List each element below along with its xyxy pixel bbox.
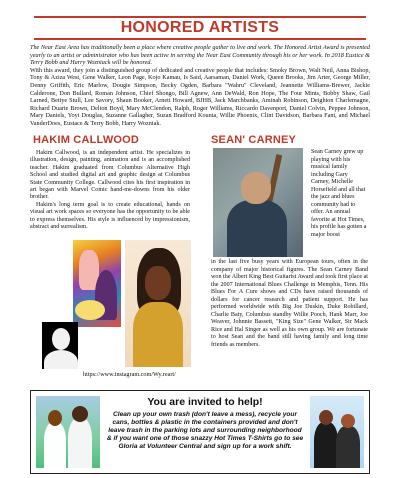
person-head (319, 410, 333, 425)
instagram-link[interactable]: https://www.instagram.com/Wy.reart/ (83, 371, 176, 378)
callout-body: Clean up your own trash (don't leave a mess), recycle your cans, bottles & plastic in the containers provided and don't leave trash in the parking lots and surrounding neighborhood & if you want one of those snazzy Hot Times T-Shirts go to see Gloria at Volunteer Central and sign up for a work shift. (106, 411, 304, 450)
volunteer-callout-box (30, 390, 370, 474)
title-rule-bottom (34, 38, 366, 40)
sean-carney-photo (213, 148, 303, 257)
intro-body-paragraph: With this award, they join a distinguished group of dedicated and creative people that includes: Smoky Brown, Walt Neil, Anna Bishop, Tony & Aziza West, Gene Walker, Leon Page, Kojo Kamau, Is Said, Aarsaman, Daniel Work, Queen Brooks, Jim Arter, George Miller, Denny Griffith, Eric Marlow, Dougie Simpson, Becky Ogden, Barbara "Wahru" Cleveland, Jeannette Williams-Brewer, Jackie Calderone, Don Bullard, Roman Johnson, Chief Shongo, Bill Agnew, Ann DeWald, Ron Hope, The Four Mints, Bobby Shaw, Gail Larned, Bettye Stull, Lee Savory, Shaun Booker, Arnett Howard, BJHB, Jack Marchbanks, Aminah Robinson, Deighton Charlemagne, Richard Duarte Brown, Delton Boyd, Mary McClendon, Ralph, Roger Williams, Riccardo Davenport, Daniel Colvin, Peppee Johnson, Mary Daniels, Yoyi Douglas, Suzanne Gallagher, Suzan Bradford Kounta, Willie Phoenix, Clint Davidson, Barbara Fant, and Michael VanderDoes, Eustace & Terry Bobb, Harry Wozniak. (30, 66, 370, 127)
callout-title: You are invited to help! (147, 396, 263, 408)
hakim-bio-paragraph-1: Hakim Callwood, is an independent artist. He specializes in illustration, design, painting, animation and is an accomplished teacher. Hakim graduated from Columbus Alternative High School and studied digital art and graphic design at Columbus State Community College. Callwood cites his first inspiration in art began with Marvel Comic hand-me-downs from his older brother. (30, 150, 190, 201)
photo-body (227, 200, 287, 257)
intro-italic-paragraph: The Near East Area has traditionally been a place where creative people gather to live and work. The Honored Artist Award is presented yearly to an artist or administrator who has been active in serving the Near East Community through his or her work. In 2018 Eustice & Terry Bobb and Harry Wozniack will be honored. (30, 44, 370, 67)
sean-heading: SEAN' CARNEY (211, 134, 297, 146)
person-shape (68, 418, 92, 468)
silhouette-head (52, 328, 70, 350)
hakim-bio (30, 150, 190, 231)
hakim-heading: HAKIM CALLWOOD (33, 134, 140, 146)
hakim-artwork-image (73, 240, 121, 327)
title-rule-top (34, 16, 366, 18)
hakim-bio-paragraph-2: Hakim's long term goal is to create educational, hands on visual art work spaces so everyone has the opportunity to be able to express themselves. His style is influenced by impressionism, abstract and surrealism. (30, 201, 190, 231)
person-head (72, 406, 88, 422)
silhouette-image (42, 322, 78, 369)
person-shape (44, 422, 66, 468)
title-banner (34, 16, 366, 40)
photo-head (241, 172, 271, 204)
person-shape (336, 426, 360, 468)
hakim-portrait-image (125, 240, 191, 367)
person-head (48, 410, 62, 426)
volunteers-photo-left (36, 396, 100, 468)
person-shape (314, 422, 338, 468)
volunteers-photo-right (310, 396, 364, 468)
portrait-shirt (133, 302, 183, 367)
person-head (341, 414, 355, 428)
silhouette-shoulders (44, 350, 78, 369)
sean-bio-continued: in the last five busy years with European tours, often in the company of major historical figures. The Sean Carney Band won the Albert King Best Guitarist Award and took first place at the 2007 International Blues Challenge in Memphis, Tenn. His Blues For A Cure shows and CDs have raised thousands of dollars for cancer research and patient support. He has performed worldwide with Big Joe Duskin, Duke Robillard, Charlie Baty, Columbus standby Willie Pooch, Hank Marr, Joe Weaver, Johnnie Bassett, "King Size" Gene Walker, Sir Mack Rice and Hal Singer as well as his own group. We are fortunate to host Sean and the band still having family and long time friends as members. (211, 259, 368, 348)
sean-bio-side: Sean Carney grew up playing with his musical family including Gary Carney, Michelle Horsefield and all that the jazz and blues community had to offer. An annual favorite at Hot Times, his profile has gotten a major boost (311, 149, 367, 239)
portrait-face (145, 266, 171, 300)
artwork-shape (75, 300, 105, 320)
intro-section (30, 44, 370, 128)
page-title: HONORED ARTISTS (120, 19, 280, 36)
